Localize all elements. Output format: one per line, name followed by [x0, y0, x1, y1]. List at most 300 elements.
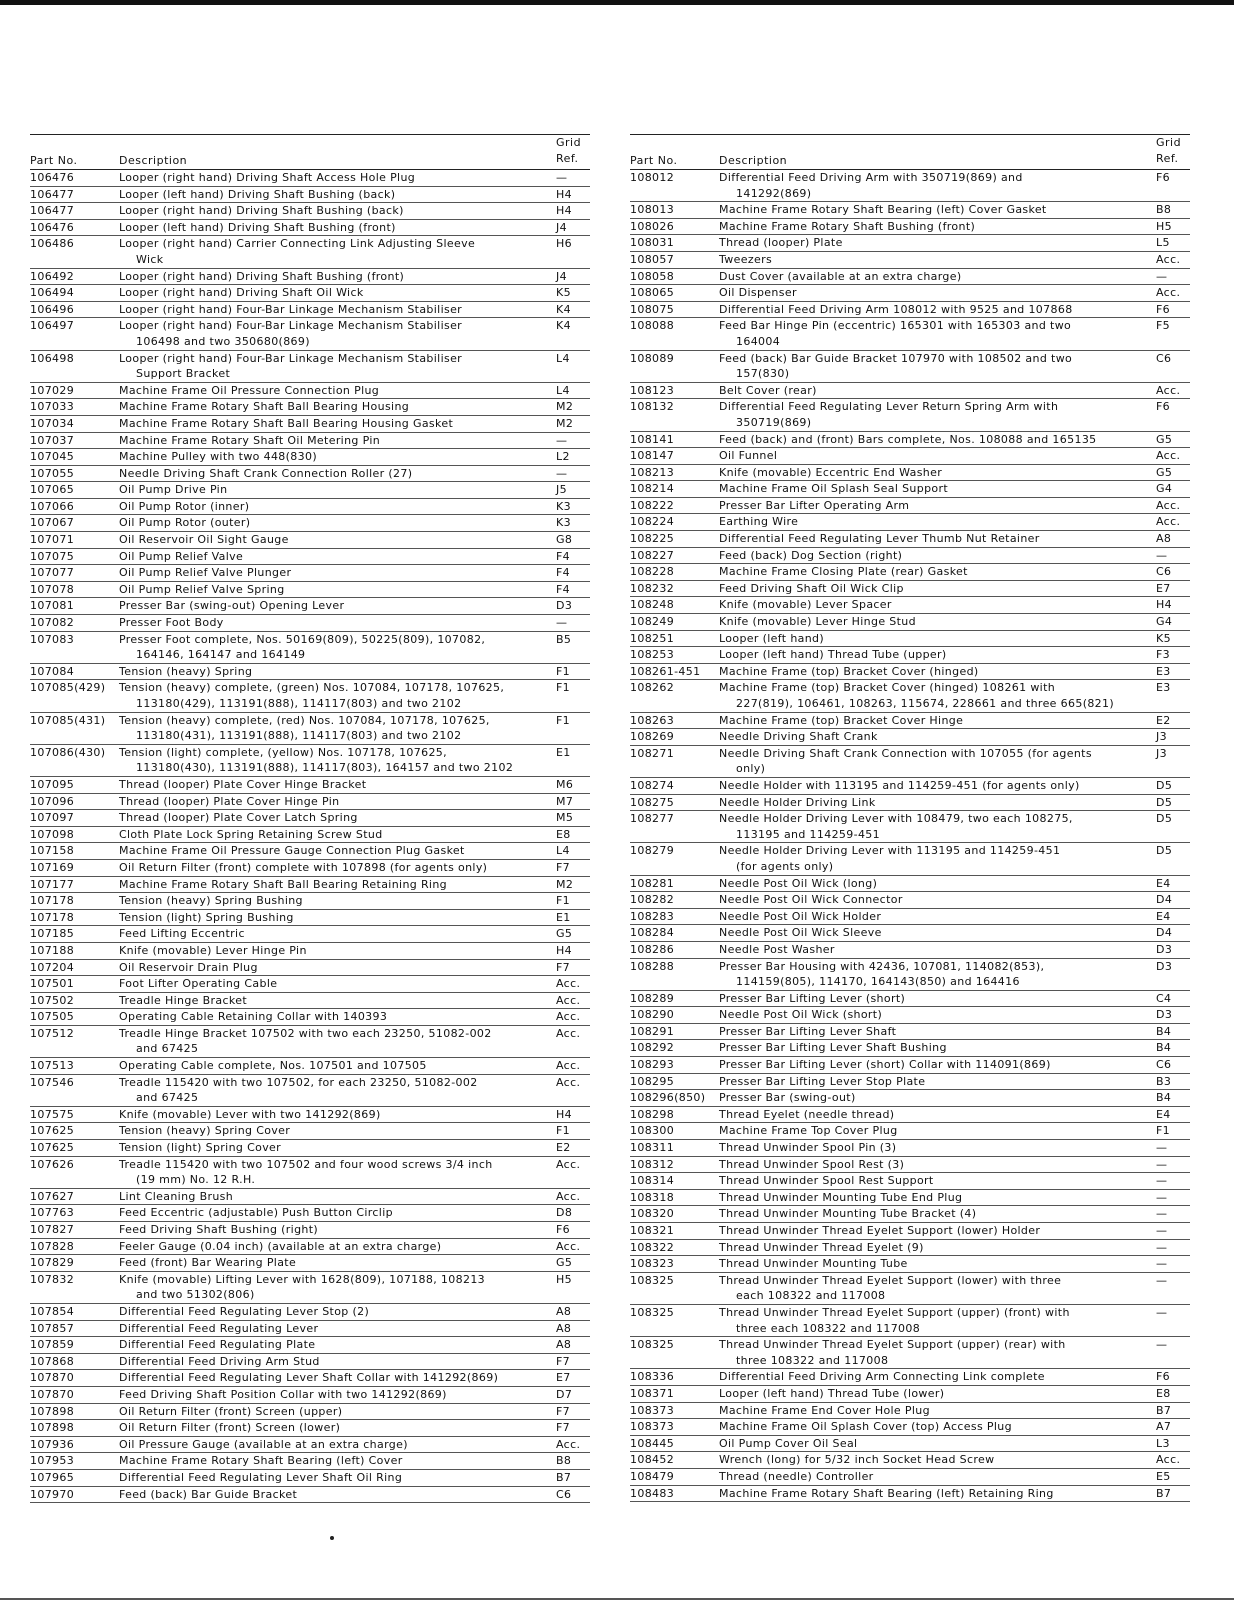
grid-reference: K3	[556, 516, 571, 530]
table-row	[30, 582, 590, 599]
table-row	[630, 795, 1190, 812]
grid-reference: C6	[1156, 1058, 1172, 1072]
grid-reference: E1	[556, 910, 571, 924]
description-continuation: 113180(430), 113191(888), 114117(803), 164157 and two 2102	[136, 761, 514, 775]
description-line: Looper (right hand) Four-Bar Linkage Mechanism Stabiliser	[119, 302, 463, 316]
table-row	[630, 1386, 1190, 1403]
part-description	[719, 302, 1156, 318]
grid-reference: —	[1156, 1224, 1168, 1237]
description-continuation: and two 51302(806)	[136, 1288, 255, 1302]
description-continuation: 157(830)	[736, 367, 790, 381]
table-row	[30, 482, 590, 499]
grid-reference: H4	[556, 204, 572, 218]
grid-reference: D5	[1156, 812, 1173, 826]
grid-reference: L4	[556, 383, 570, 397]
part-description	[719, 991, 1156, 1007]
table-row	[630, 811, 1190, 843]
part-number: 108065	[630, 286, 675, 300]
grid-reference: G4	[1156, 615, 1173, 629]
description-line: Lint Cleaning Brush	[119, 1189, 234, 1203]
description-line: Oil Pump Rotor (outer)	[119, 516, 251, 530]
grid-reference: —	[556, 171, 568, 184]
description-continuation: three 108322 and 117008	[736, 1353, 889, 1367]
part-description	[719, 1273, 1156, 1304]
table-row	[630, 564, 1190, 581]
part-number: 106476	[30, 171, 75, 184]
part-number: 108012	[630, 171, 675, 184]
description-line: Oil Return Filter (front) Screen (lower)	[119, 1421, 341, 1435]
part-description	[119, 1470, 556, 1486]
description-line: Machine Frame Oil Splash Seal Support	[719, 482, 949, 496]
description-line: Differential Feed Driving Arm 108012 with 9525 and 107868	[719, 302, 1073, 316]
table-row	[630, 1256, 1190, 1273]
grid-reference: E7	[1156, 581, 1171, 595]
grid-reference: F7	[556, 1404, 571, 1418]
part-number: 108291	[630, 1024, 675, 1038]
grid-reference: —	[1156, 1273, 1168, 1287]
description-continuation: 113180(431), 113191(888), 114117(803) and two 2102	[136, 729, 462, 743]
part-description	[119, 1026, 556, 1057]
description-line: Needle Holder with 113195 and 114259-451 (for agents only)	[719, 778, 1080, 792]
description-continuation: 141292(869)	[736, 186, 812, 200]
part-number: 107075	[30, 549, 75, 563]
table-row	[30, 1189, 590, 1206]
grid-reference: Acc.	[556, 977, 581, 991]
part-number: 107546	[30, 1075, 75, 1089]
table-row	[30, 220, 590, 237]
grid-ref-header: Grid Ref.	[556, 136, 582, 165]
part-description	[119, 1140, 556, 1156]
description-line: Knife (movable) Lifting Lever with 1628(809), 107188, 108213	[119, 1272, 486, 1286]
grid-reference: Acc.	[556, 1189, 581, 1203]
description-line: Machine Frame Rotary Shaft Bearing (left) Cover Gasket	[719, 203, 1047, 217]
table-row	[630, 1273, 1190, 1305]
part-description	[119, 1304, 556, 1320]
part-number: 108075	[630, 302, 675, 316]
table-row	[630, 1369, 1190, 1386]
grid-reference: Acc.	[556, 1010, 581, 1024]
table-row	[30, 1239, 590, 1256]
part-description	[719, 383, 1156, 399]
part-description	[719, 647, 1156, 663]
grid-ref-header: Grid Ref.	[1156, 136, 1182, 165]
part-number: 108323	[630, 1257, 675, 1271]
grid-reference: F7	[556, 860, 571, 874]
grid-reference: E1	[556, 745, 571, 759]
description-line: Looper (left hand)	[719, 631, 825, 645]
part-description	[119, 1337, 556, 1353]
part-number: 108298	[630, 1107, 675, 1121]
table-row	[630, 1436, 1190, 1453]
part-number: 107085(431)	[30, 713, 106, 727]
part-description	[119, 203, 556, 219]
description-line: Feed Driving Shaft Bushing (right)	[119, 1223, 319, 1236]
description-line: Treadle 115420 with two 107502, for each 23250, 51082-002	[119, 1075, 478, 1089]
table-row	[30, 351, 590, 383]
part-number: 107078	[30, 582, 75, 596]
table-row	[630, 1007, 1190, 1024]
table-row	[30, 713, 590, 745]
part-number: 107086(430)	[30, 745, 106, 759]
table-row	[630, 680, 1190, 712]
table-row	[30, 302, 590, 319]
part-number: 108058	[630, 269, 675, 283]
table-row	[630, 1469, 1190, 1486]
grid-reference: D5	[1156, 844, 1173, 858]
description-line: Feed Eccentric (adjustable) Push Button Circlip	[119, 1206, 393, 1220]
description-line: Tension (heavy) Spring Bushing	[119, 894, 303, 908]
part-number: 106486	[30, 237, 75, 251]
grid-reference: E8	[1156, 1386, 1171, 1400]
grid-reference: C4	[1156, 991, 1172, 1005]
part-number: 107870	[30, 1387, 75, 1401]
grid-reference: L2	[556, 450, 570, 464]
description-line: Thread Unwinder Spool Pin (3)	[719, 1141, 897, 1155]
description-line: Differential Feed Driving Arm Stud	[119, 1354, 320, 1368]
description-continuation: (19 mm) No. 12 R.H.	[136, 1173, 256, 1187]
grid-reference: F1	[1156, 1124, 1171, 1138]
part-number: 107177	[30, 877, 75, 891]
description-line: Tension (heavy) complete, (green) Nos. 107084, 107178, 107625,	[119, 681, 505, 695]
part-description	[119, 285, 556, 301]
table-row	[30, 976, 590, 993]
part-description	[719, 514, 1156, 530]
table-row	[630, 481, 1190, 498]
description-line: Looper (right hand) Driving Shaft Bushing (front)	[119, 269, 405, 283]
description-line: Looper (left hand) Driving Shaft Bushing (back)	[119, 187, 396, 201]
part-number: 108225	[630, 532, 675, 546]
table-row	[630, 1419, 1190, 1436]
description-line: Differential Feed Regulating Lever Return Spring Arm with	[719, 400, 1059, 414]
table-row	[30, 1354, 590, 1371]
part-number: 107067	[30, 516, 75, 530]
part-description	[719, 269, 1156, 285]
grid-reference: E3	[1156, 664, 1171, 678]
description-line: Machine Frame Rotary Shaft Ball Bearing Housing	[119, 400, 410, 414]
part-description	[719, 843, 1156, 874]
part-number: 108123	[630, 383, 675, 397]
part-number: 107185	[30, 927, 75, 941]
part-description	[719, 1190, 1156, 1206]
grid-reference: F7	[556, 1421, 571, 1435]
part-description	[719, 664, 1156, 680]
grid-reference: D3	[1156, 959, 1173, 973]
part-description	[119, 893, 556, 909]
part-description	[719, 909, 1156, 925]
description-line: Machine Frame Closing Plate (rear) Gasket	[719, 565, 968, 579]
part-number: 107575	[30, 1107, 75, 1121]
table-header	[30, 134, 590, 170]
description-line: Thread (needle) Controller	[719, 1469, 874, 1483]
part-number: 108325	[630, 1305, 675, 1319]
grid-reference: K5	[1156, 631, 1171, 645]
part-description	[719, 1469, 1156, 1485]
part-number: 108228	[630, 565, 675, 579]
table-row	[630, 942, 1190, 959]
table-row	[630, 1337, 1190, 1369]
grid-reference: —	[1156, 1305, 1168, 1319]
grid-reference: K5	[556, 286, 571, 300]
table-row	[30, 433, 590, 450]
description-line: Thread (looper) Plate Cover Hinge Bracket	[119, 777, 367, 791]
table-row	[630, 1123, 1190, 1140]
description-line: Cloth Plate Lock Spring Retaining Screw Stud	[119, 827, 383, 841]
part-number: 108213	[630, 465, 675, 479]
part-number: 107868	[30, 1354, 75, 1368]
table-row	[630, 351, 1190, 383]
part-description	[119, 549, 556, 565]
part-description	[719, 614, 1156, 630]
part-description	[119, 1189, 556, 1205]
part-number: 108282	[630, 893, 675, 907]
grid-reference: J3	[1156, 730, 1167, 744]
table-row	[630, 1173, 1190, 1190]
description-line: Machine Pulley with two 448(830)	[119, 450, 317, 464]
table-row	[630, 318, 1190, 350]
part-description	[719, 729, 1156, 745]
description-continuation: 114159(805), 114170, 164143(850) and 164416	[736, 975, 1020, 989]
description-line: Oil Reservoir Oil Sight Gauge	[119, 533, 289, 547]
part-number: 107084	[30, 664, 75, 678]
grid-reference: F4	[556, 549, 571, 563]
part-number: 106492	[30, 269, 75, 283]
part-number: 107827	[30, 1223, 75, 1236]
part-description	[719, 252, 1156, 268]
grid-reference: Acc.	[1156, 515, 1181, 529]
part-number: 107936	[30, 1437, 75, 1451]
part-description	[119, 499, 556, 515]
description-line: Knife (movable) Lever Spacer	[719, 598, 892, 612]
part-description	[119, 532, 556, 548]
table-row	[630, 1090, 1190, 1107]
part-number: 106494	[30, 286, 75, 300]
part-number: 108452	[630, 1453, 675, 1467]
part-number: 108479	[630, 1469, 675, 1483]
part-number: 108262	[630, 681, 675, 695]
part-description	[719, 1240, 1156, 1256]
description-line: Dust Cover (available at an extra charge)	[719, 269, 962, 283]
table-row	[630, 448, 1190, 465]
description-line: Needle Holder Driving Lever with 108479, two each 108275,	[719, 812, 1073, 826]
description-continuation: 227(819), 106461, 108263, 115674, 228661 and three 665(821)	[736, 697, 1115, 710]
part-description	[119, 482, 556, 498]
description-line: Machine Frame Oil Pressure Gauge Connection Plug Gasket	[119, 844, 465, 858]
description-line: Feed (back) and (front) Bars complete, Nos. 108088 and 165135	[719, 432, 1097, 446]
part-number: 107029	[30, 383, 75, 397]
grid-reference: Acc.	[556, 1075, 581, 1089]
part-description	[119, 433, 556, 449]
part-description	[719, 1107, 1156, 1123]
description-line: Oil Pump Cover Oil Seal	[719, 1436, 858, 1450]
grid-reference: F1	[556, 894, 571, 908]
grid-reference: D3	[1156, 1008, 1173, 1022]
grid-reference: F1	[556, 681, 571, 695]
part-description	[119, 926, 556, 942]
part-description	[119, 1075, 556, 1106]
part-number: 107854	[30, 1304, 75, 1318]
table-row	[30, 1337, 590, 1354]
part-description	[119, 1453, 556, 1469]
description-line: Knife (movable) Lever Hinge Stud	[719, 615, 916, 629]
description-line: Machine Frame End Cover Hole Plug	[719, 1403, 930, 1417]
part-description	[719, 1206, 1156, 1222]
part-description	[119, 302, 556, 318]
part-description	[119, 1107, 556, 1123]
description-line: Looper (left hand) Driving Shaft Bushing (front)	[119, 220, 396, 234]
part-number: 108132	[630, 400, 675, 414]
description-line: Treadle Hinge Bracket	[119, 993, 248, 1007]
part-number: 108371	[630, 1386, 675, 1400]
table-row	[30, 1123, 590, 1140]
table-row	[630, 631, 1190, 648]
table-row	[30, 843, 590, 860]
grid-reference: D8	[556, 1206, 573, 1220]
part-description	[719, 778, 1156, 794]
table-row	[30, 565, 590, 582]
description-line: Tweezers	[719, 252, 773, 266]
description-line: Machine Frame Rotary Shaft Bearing (left) Cover	[119, 1454, 403, 1468]
description-line: Tension (light) complete, (yellow) Nos. 107178, 107625,	[119, 745, 448, 759]
table-row	[30, 416, 590, 433]
part-number: 108275	[630, 795, 675, 809]
grid-reference: C6	[1156, 351, 1172, 365]
table-row	[630, 1057, 1190, 1074]
grid-reference: A8	[1156, 532, 1172, 546]
part-description	[119, 318, 556, 349]
description-continuation: 113195 and 114259-451	[736, 827, 880, 841]
grid-reference: E4	[1156, 909, 1171, 923]
description-line: Foot Lifter Operating Cable	[119, 977, 278, 991]
description-line: Treadle Hinge Bracket 107502 with two each 23250, 51082-002	[119, 1026, 492, 1040]
description-line: Feed (back) Bar Guide Bracket	[119, 1487, 298, 1501]
description-header: Description	[719, 154, 788, 167]
table-row	[630, 252, 1190, 269]
description-line: Machine Frame (top) Bracket Cover (hinged) 108261 with	[719, 681, 1056, 695]
part-number: 108214	[630, 482, 675, 496]
description-line: Thread Unwinder Thread Eyelet Support (upper) (rear) with	[719, 1338, 1066, 1352]
table-row	[30, 1453, 590, 1470]
description-continuation: three each 108322 and 117008	[736, 1321, 921, 1335]
grid-reference: B4	[1156, 1091, 1172, 1105]
description-continuation: and 67425	[136, 1091, 199, 1105]
table-row	[30, 383, 590, 400]
part-number: 107859	[30, 1338, 75, 1352]
description-line: Feed (back) Dog Section (right)	[719, 548, 903, 562]
grid-reference: B8	[1156, 203, 1172, 217]
part-description	[119, 843, 556, 859]
part-number: 108281	[630, 876, 675, 890]
grid-reference: Acc.	[1156, 498, 1181, 512]
table-row	[30, 926, 590, 943]
description-line: Presser Bar Lifter Operating Arm	[719, 498, 910, 512]
part-description	[119, 220, 556, 236]
table-row	[30, 1487, 590, 1504]
part-number: 106477	[30, 204, 75, 218]
grid-reference: Acc.	[556, 1059, 581, 1073]
part-description	[719, 713, 1156, 729]
table-row	[30, 532, 590, 549]
grid-reference: H5	[1156, 219, 1172, 233]
description-line: Thread (looper) Plate Cover Latch Spring	[119, 811, 358, 825]
part-description	[719, 219, 1156, 235]
grid-reference: L5	[1156, 236, 1170, 250]
part-number: 107178	[30, 910, 75, 924]
table-row	[30, 1140, 590, 1157]
part-number: 108311	[630, 1141, 675, 1155]
grid-reference: F7	[556, 1354, 571, 1368]
part-description	[119, 582, 556, 598]
part-description	[719, 1305, 1156, 1336]
part-description	[719, 498, 1156, 514]
table-row	[630, 170, 1190, 202]
part-description	[119, 416, 556, 432]
table-row	[630, 1223, 1190, 1240]
description-continuation: Wick	[136, 252, 164, 266]
part-number: 107970	[30, 1487, 75, 1501]
grid-reference: E7	[556, 1371, 571, 1385]
description-line: Tension (heavy) Spring	[119, 664, 253, 678]
table-row	[630, 991, 1190, 1008]
grid-reference: —	[556, 466, 568, 480]
grid-reference: K4	[556, 302, 571, 316]
description-line: Differential Feed Regulating Lever Shaft Collar with 141292(869)	[119, 1371, 499, 1385]
description-line: Thread Unwinder Spool Rest (3)	[719, 1157, 905, 1171]
grid-reference: Acc.	[556, 1437, 581, 1451]
table-row	[30, 1075, 590, 1107]
grid-reference: E2	[1156, 713, 1171, 727]
part-description	[119, 680, 556, 711]
table-row	[630, 1157, 1190, 1174]
description-line: Presser Bar Housing with 42436, 107081, 114082(853),	[719, 959, 1045, 973]
table-row	[630, 959, 1190, 991]
part-number: 108057	[630, 252, 675, 266]
grid-reference: Acc.	[1156, 383, 1181, 397]
part-description	[119, 943, 556, 959]
grid-reference: D5	[1156, 795, 1173, 809]
grid-reference: E3	[1156, 681, 1171, 695]
table-row	[30, 549, 590, 566]
part-description	[119, 1255, 556, 1271]
table-row	[30, 499, 590, 516]
table-row	[630, 909, 1190, 926]
grid-reference: L3	[1156, 1436, 1170, 1450]
part-description	[119, 860, 556, 876]
grid-reference: —	[556, 433, 568, 447]
part-description	[719, 959, 1156, 990]
table-row	[30, 664, 590, 681]
grid-reference: E5	[1156, 1469, 1171, 1483]
grid-reference: G5	[1156, 432, 1173, 446]
part-number: 108088	[630, 319, 675, 333]
description-line: Presser Bar Lifting Lever (short) Collar with 114091(869)	[719, 1058, 1051, 1072]
table-row	[630, 1040, 1190, 1057]
part-description	[119, 515, 556, 531]
part-description	[719, 465, 1156, 481]
description-continuation: 106498 and two 350680(869)	[136, 334, 310, 348]
table-row	[630, 1206, 1190, 1223]
description-continuation: each 108322 and 117008	[736, 1289, 886, 1303]
table-row	[30, 827, 590, 844]
description-line: Presser Bar Lifting Lever Stop Plate	[719, 1074, 926, 1088]
table-row	[30, 860, 590, 877]
part-number: 107505	[30, 1010, 75, 1024]
description-line: Looper (right hand) Four-Bar Linkage Mechanism Stabiliser	[119, 351, 463, 365]
part-description	[119, 383, 556, 399]
part-description	[119, 1487, 556, 1503]
description-line: Oil Dispenser	[719, 286, 797, 300]
part-description	[719, 795, 1156, 811]
grid-reference: A8	[556, 1338, 572, 1352]
